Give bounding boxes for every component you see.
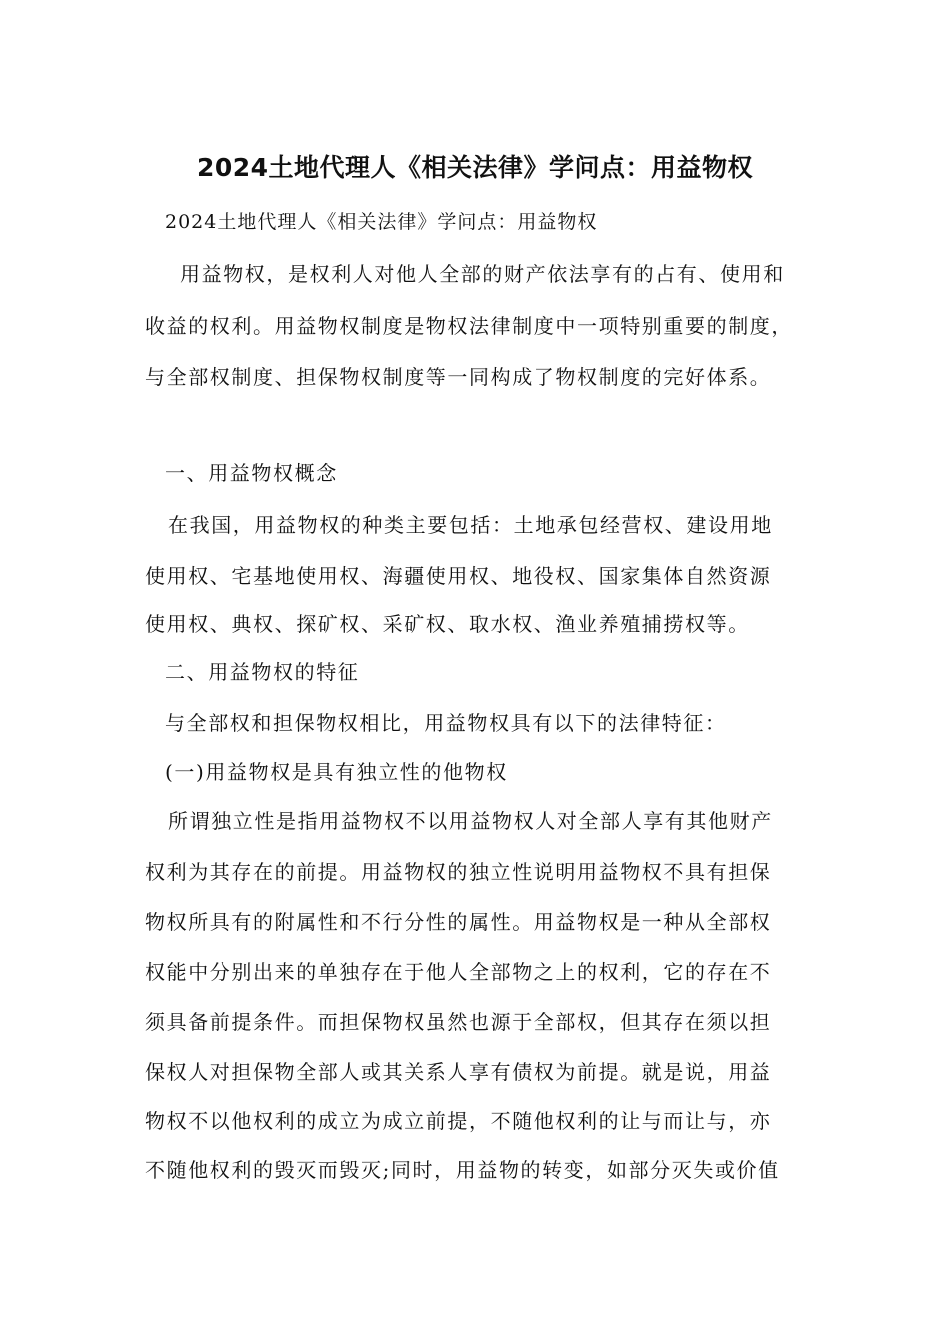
section1-heading: 一、用益物权概念 (165, 461, 338, 485)
point1-line-8: 不随他权利的毁灭而毁灭;同时，用益物的转变，如部分灭失或价值 (145, 1158, 780, 1182)
point1-line-4: 权能中分别出来的单独存在于他人全部物之上的权利，它的存在不 (145, 960, 772, 984)
section2-intro: 与全部权和担保物权相比，用益物权具有以下的法律特征： (165, 711, 727, 735)
point1-line-2: 权利为其存在的前提。用益物权的独立性说明用益物权不具有担保 (145, 860, 772, 884)
intro-line-3: 与全部权制度、担保物权制度等一同构成了物权制度的完好体系。 (145, 365, 772, 389)
section1-line-2: 使用权、宅基地使用权、海疆使用权、地役权、国家集体自然资源 (145, 564, 772, 588)
point1-heading: (一)用益物权是具有独立性的他物权 (165, 760, 508, 784)
point1-line-1: 所谓独立性是指用益物权不以用益物权人对全部人享有其他财产 (168, 809, 773, 833)
point1-line-3: 物权所具有的附属性和不行分性的属性。用益物权是一种从全部权 (145, 910, 772, 934)
section2-heading: 二、用益物权的特征 (165, 660, 360, 684)
document-title: 2024土地代理人《相关法律》学问点：用益物权 (196, 153, 754, 182)
intro-line-2: 收益的权利。用益物权制度是物权法律制度中一项特别重要的制度， (145, 314, 793, 338)
section1-line-1: 在我国，用益物权的种类主要包括：土地承包经营权、建设用地 (168, 513, 773, 537)
point1-line-7: 物权不以他权利的成立为成立前提，不随他权利的让与而让与，亦 (145, 1109, 772, 1133)
point1-line-5: 须具备前提条件。而担保物权虽然也源于全部权，但其存在须以担 (145, 1010, 772, 1034)
intro-line-1: 用益物权，是权利人对他人全部的财产依法享有的占有、使用和 (180, 262, 785, 286)
section1-line-3: 使用权、典权、探矿权、采矿权、取水权、渔业养殖捕捞权等。 (145, 612, 750, 636)
document-subtitle: 2024土地代理人《相关法律》学问点：用益物权 (165, 211, 598, 233)
point1-line-6: 保权人对担保物全部人或其关系人享有债权为前提。就是说，用益 (145, 1060, 772, 1084)
